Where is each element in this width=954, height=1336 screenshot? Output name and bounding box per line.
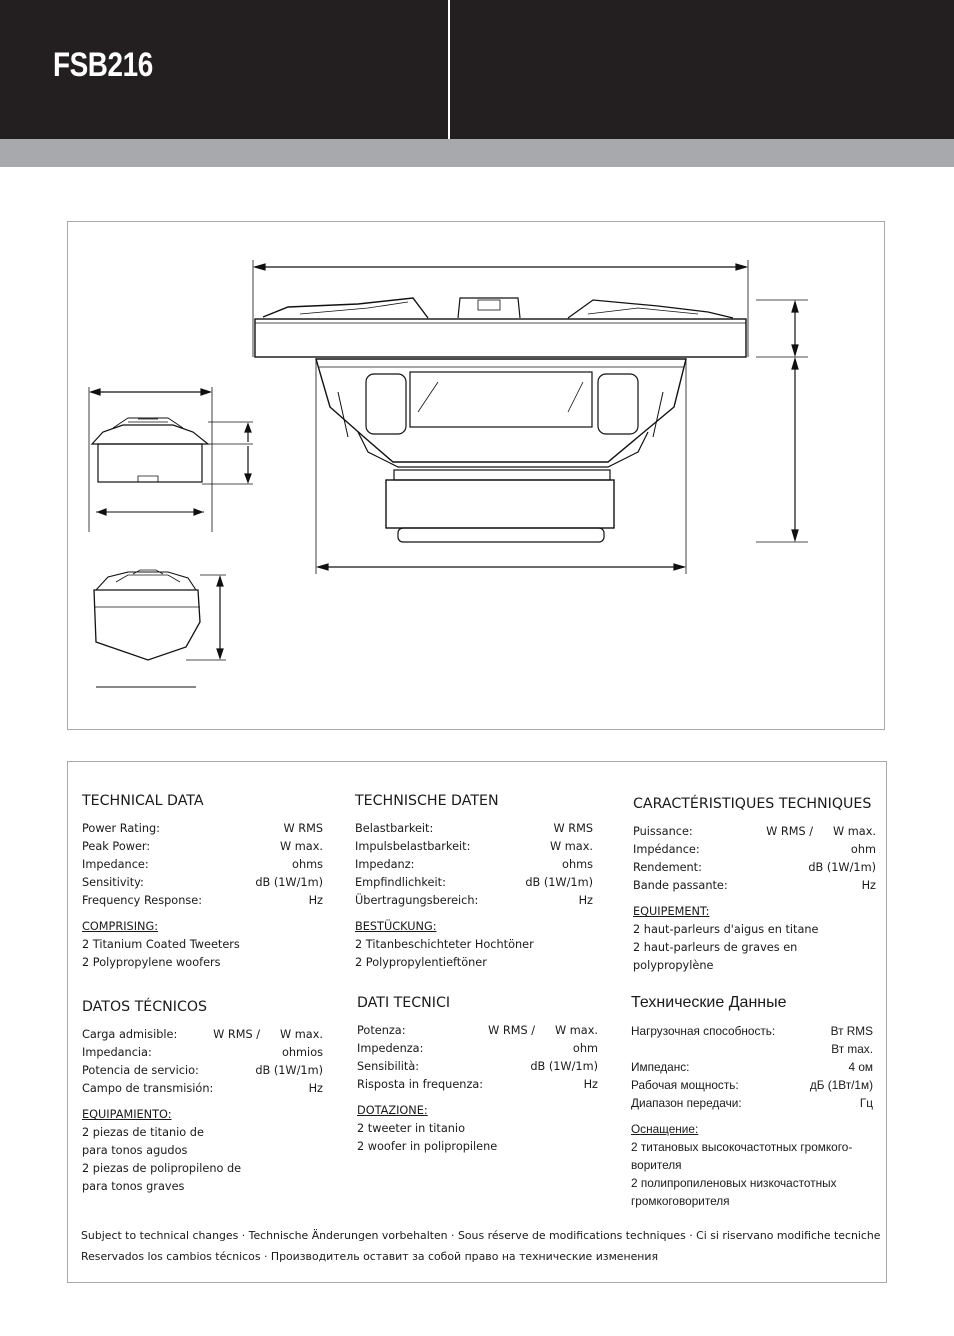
comprising-title-ru: Оснащение: [631,1122,699,1136]
comprising-item: ворителя [631,1158,682,1172]
speaker-drawing [68,222,886,731]
comprising-title-it: DOTAZIONE: [357,1104,428,1117]
spec-row: Potenza: W RMS / W max. [357,1024,598,1037]
comprising-item: 2 Titanbeschichteter Hochtöner [355,938,534,951]
spec-row: Carga admisible: W RMS / W max. [82,1028,323,1041]
spec-title-en: TECHNICAL DATA [82,793,204,809]
comprising-item: 2 woofer in polipropilene [357,1140,498,1153]
spec-column-it [357,994,598,1156]
spec-row: Рабочая мощность: дБ (1Вт/1м) [631,1078,873,1092]
comprising-title-de: BESTÜCKUNG: [355,920,437,933]
spec-row: Диапазон передачи: Гц [631,1096,873,1110]
spec-column-es [82,998,323,1196]
spec-row: Campo de transmisión: Hz [82,1082,323,1095]
comprising-item: para tonos agudos [82,1144,188,1157]
spec-row: Импеданс: 4 ом [631,1060,873,1074]
spec-title-de: TECHNISCHE DATEN [355,793,499,809]
comprising-item: para tonos graves [82,1180,185,1193]
comprising-title-fr: EQUIPEMENT: [633,905,710,918]
spec-row: Frequency Response: Hz [82,894,323,907]
spec-title-it: DATI TECNICI [357,995,451,1011]
comprising-item: 2 Titanium Coated Tweeters [82,938,240,951]
spec-column-ru [631,994,873,1210]
comprising-item: 2 Polypropylentieftöner [355,956,487,969]
spec-row: Sensibilità: dB (1W/1m) [357,1060,598,1073]
comprising-item: 2 piezas de polipropileno de [82,1162,242,1175]
comprising-item: 2 piezas de titanio de [82,1126,204,1139]
spec-title-ru: Технические Данные [631,994,787,1011]
comprising-item: громкоговорителя [631,1194,730,1208]
spec-row: Impedance: ohms [82,858,323,871]
comprising-item: 2 tweeter in titanio [357,1122,465,1135]
comprising-item: 2 полипропиленовых низкочастотных [631,1176,837,1190]
spec-row: Impulsbelastbarkeit: W max. [355,840,593,853]
spec-column-de [355,792,593,972]
comprising-item: 2 haut-parleurs de graves en [633,941,798,954]
spec-column-en [82,792,323,972]
drawing-panel [67,221,885,730]
model-title: FSB216 [53,46,153,84]
header-divider [448,0,450,139]
comprising-item: 2 haut-parleurs d'aigus en titane [633,923,819,936]
comprising-item: polypropylène [633,959,714,972]
spec-row: Risposta in frequenza: Hz [357,1078,598,1091]
spec-row: Impedanz: ohms [355,858,593,871]
spec-title-es: DATOS TÉCNICOS [82,999,208,1015]
comprising-item: 2 титановых высокочастотных громкого- [631,1140,853,1154]
footer-line-1: Subject to technical changes · Technische Änderungen vorbehalten · Sous réserve de modifications techniques · Ci si riservano modifiche tecniche [81,1229,881,1242]
spec-title-fr: CARACTÉRISTIQUES TECHNIQUES [633,796,872,812]
spec-row: Übertragungsbereich: Hz [355,894,593,907]
comprising-title-en: COMPRISING: [82,920,159,933]
spec-row: Bande passante: Hz [633,879,876,892]
spec-row: Sensitivity: dB (1W/1m) [82,876,323,889]
spec-row: Power Rating: W RMS [82,822,323,835]
spec-row: Belastbarkeit: W RMS [355,822,593,835]
spec-row: Impedenza: ohm [357,1042,598,1055]
spec-row: Нагрузочная способность: Вт RMS [631,1024,873,1038]
spec-row: Вт max. [831,1042,873,1056]
spec-row: Puissance: W RMS / W max. [633,825,876,838]
spec-row: Peak Power: W max. [82,840,323,853]
footer-line-2: Reservados los cambios técnicos · Производитель оставит за собой право на технические изменения [81,1250,659,1263]
spec-column-fr [633,795,876,975]
spec-row: Potencia de servicio: dB (1W/1m) [82,1064,323,1077]
spec-row: Impédance: ohm [633,843,876,856]
grey-band [0,139,954,167]
spec-row: Rendement: dB (1W/1m) [633,861,876,874]
header-bar [0,0,954,139]
comprising-item: 2 Polypropylene woofers [82,956,221,969]
spec-row: Impedancia: ohmios [82,1046,323,1059]
comprising-title-es: EQUIPAMIENTO: [82,1108,172,1121]
spec-row: Empfindlichkeit: dB (1W/1m) [355,876,593,889]
